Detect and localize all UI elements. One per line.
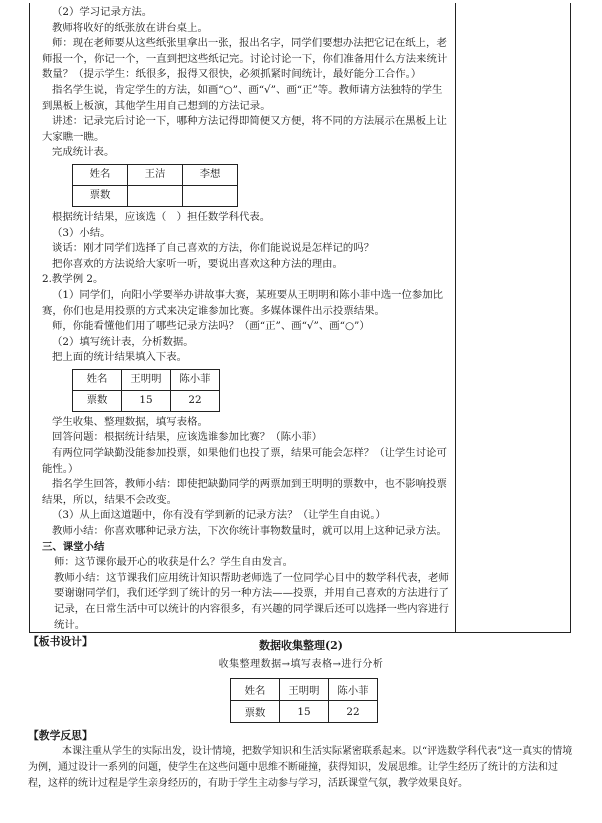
table-row bbox=[73, 390, 220, 411]
table-row bbox=[231, 679, 378, 701]
table-cell: 22 bbox=[329, 701, 378, 723]
column-divider bbox=[455, 3, 456, 632]
table-cell: 王明明 bbox=[280, 679, 329, 701]
table-row bbox=[73, 164, 238, 185]
text-line: 讲述：记录完后讨论一下，哪种方法记得即简便又方便，将不同的方法展示在黑板上让大家瞧一瞧。 bbox=[42, 115, 447, 143]
text-line: 有两位同学缺勤没能参加投票，如果他们也投了票，结果可能会怎样？（让学生讨论可能性。） bbox=[42, 447, 447, 475]
text-line: 把你喜欢的方法说给大家听一听，要说出喜欢这种方法的理由。 bbox=[52, 257, 343, 270]
text-line: 把上面的统计结果填入下表。 bbox=[52, 351, 188, 364]
table-cell: 陈小菲 bbox=[171, 369, 220, 390]
table-cell: 姓名 bbox=[73, 369, 122, 390]
table-row bbox=[231, 701, 378, 723]
table-cell: 姓名 bbox=[231, 679, 280, 701]
text-line: （2）学习记录方法。 bbox=[52, 6, 153, 18]
table-cell: 李想 bbox=[183, 164, 238, 185]
table-cell: 陈小菲 bbox=[329, 679, 378, 701]
text-line: 教师小结：你喜欢哪种记录方法，下次你统计事物数量时，就可以用上这种记录方法。 bbox=[52, 525, 447, 538]
text-line: 完成统计表。 bbox=[52, 146, 115, 159]
text-line: 学生收集、整理数据，填写表格。 bbox=[52, 415, 208, 428]
table-cell: 15 bbox=[122, 390, 171, 411]
table-cell: 姓名 bbox=[73, 164, 128, 185]
text-line: 师：这节课你最开心的收获是什么？学生自由发言。 bbox=[54, 556, 293, 569]
table-cell bbox=[128, 185, 183, 206]
text-line: 教师小结：这节课我们应用统计知识帮助老师选了一位同学心目中的数学科代表，老师要谢谢同学们，我们还学到了统计的另一种方法——投票，并用自己喜欢的方法进行了记录，在日常生活中可以统计的内容很多，有兴趣的同学课后还可以选择一些内容进行统计。 bbox=[54, 571, 449, 631]
text-line: 回答问题：根据统计结果，应该选谁参加比赛？（陈小菲） bbox=[52, 431, 323, 444]
text-line: 指名学生回答，教师小结：即使把缺勤同学的两票加到王明明的票数中，也不影响投票结果，所以，结果不会改变。 bbox=[42, 478, 447, 506]
table-cell: 15 bbox=[280, 701, 329, 723]
vote-table-1 bbox=[72, 164, 238, 207]
table-row bbox=[73, 185, 238, 206]
text-line: 谈话：刚才同学们选择了自己喜欢的方法，你们能说说是怎样记的吗？ bbox=[52, 242, 375, 255]
board-title: 数据收集整理(2) bbox=[258, 639, 344, 652]
board-steps: 收集整理数据→填写表格→进行分析 bbox=[218, 659, 384, 670]
table-cell: 王明明 bbox=[122, 369, 171, 390]
lesson-table bbox=[29, 3, 571, 633]
text-line: 指名学生说，肯定学生的方法，如画“○”、画“√”、画“正”等。教师请方法独特的学生到黑板上板演，其他学生用自己想到的方法记录。 bbox=[42, 83, 443, 112]
section-heading: 三、课堂小结 bbox=[42, 540, 105, 553]
text-line: 教师将收好的纸张放在讲台桌上。 bbox=[52, 21, 208, 34]
text-line: 师：现在老师要从这些纸张里拿出一张，报出名字，同学们要想办法把它记在纸上，老师报一个，你记一个，一直到把这些纸记完。讨论讨论一下，你们准备用什么方法来统计数量？（提示学生：纸很多，报得又很快，必须抓紧时间统计，最好能分工合作。） bbox=[42, 37, 448, 81]
text-line: （1）同学们，向阳小学要举办讲故事大赛，某班要从王明明和陈小菲中选一位参加比赛，你们也是用投票的方式来决定谁参加比赛。多媒体课件出示投票结果。 bbox=[42, 288, 444, 317]
board-design-label: 【板书设计】 bbox=[28, 635, 93, 648]
reflection-text: 本课注重从学生的实际出发，设计情境，把数学知识和生活实际紧密联系起来。以“评选数学科代表”这一真实的情境为例，通过设计一系列的问题，使学生在这些问题中思维不断碰撞，获得知识，发展思维。让学生经历了统计的方法和过程，这样的统计过程是学生亲身经历的，有助于学生主动参与学习，活跃课堂气氛，教学效果良好。 bbox=[28, 746, 573, 789]
board-table bbox=[230, 678, 378, 723]
text-line: 2.教学例 2。 bbox=[42, 273, 104, 286]
text-line: 师，你能看懂他们用了哪些记录方法吗？（画“正”、画“√”、画“○”） bbox=[52, 320, 370, 333]
text-line: 根据统计结果，应该选（ ）担任数学科代表。 bbox=[52, 210, 271, 223]
lesson-content bbox=[42, 5, 450, 633]
text-line: （3）从上面这道题中，你有没有学到新的记录方法？（让学生自由说。） bbox=[52, 509, 386, 522]
table-cell: 票数 bbox=[73, 185, 128, 206]
table-cell bbox=[183, 185, 238, 206]
table-cell: 王洁 bbox=[128, 164, 183, 185]
table-row bbox=[73, 369, 220, 390]
table-cell: 22 bbox=[171, 390, 220, 411]
text-line: （2）填写统计表，分析数据。 bbox=[52, 335, 194, 348]
table-cell: 票数 bbox=[73, 390, 122, 411]
text-line: （3）小结。 bbox=[52, 226, 111, 239]
vote-table-2 bbox=[72, 369, 220, 412]
reflection-label: 【教学反思】 bbox=[28, 729, 93, 742]
table-cell: 票数 bbox=[231, 701, 280, 723]
